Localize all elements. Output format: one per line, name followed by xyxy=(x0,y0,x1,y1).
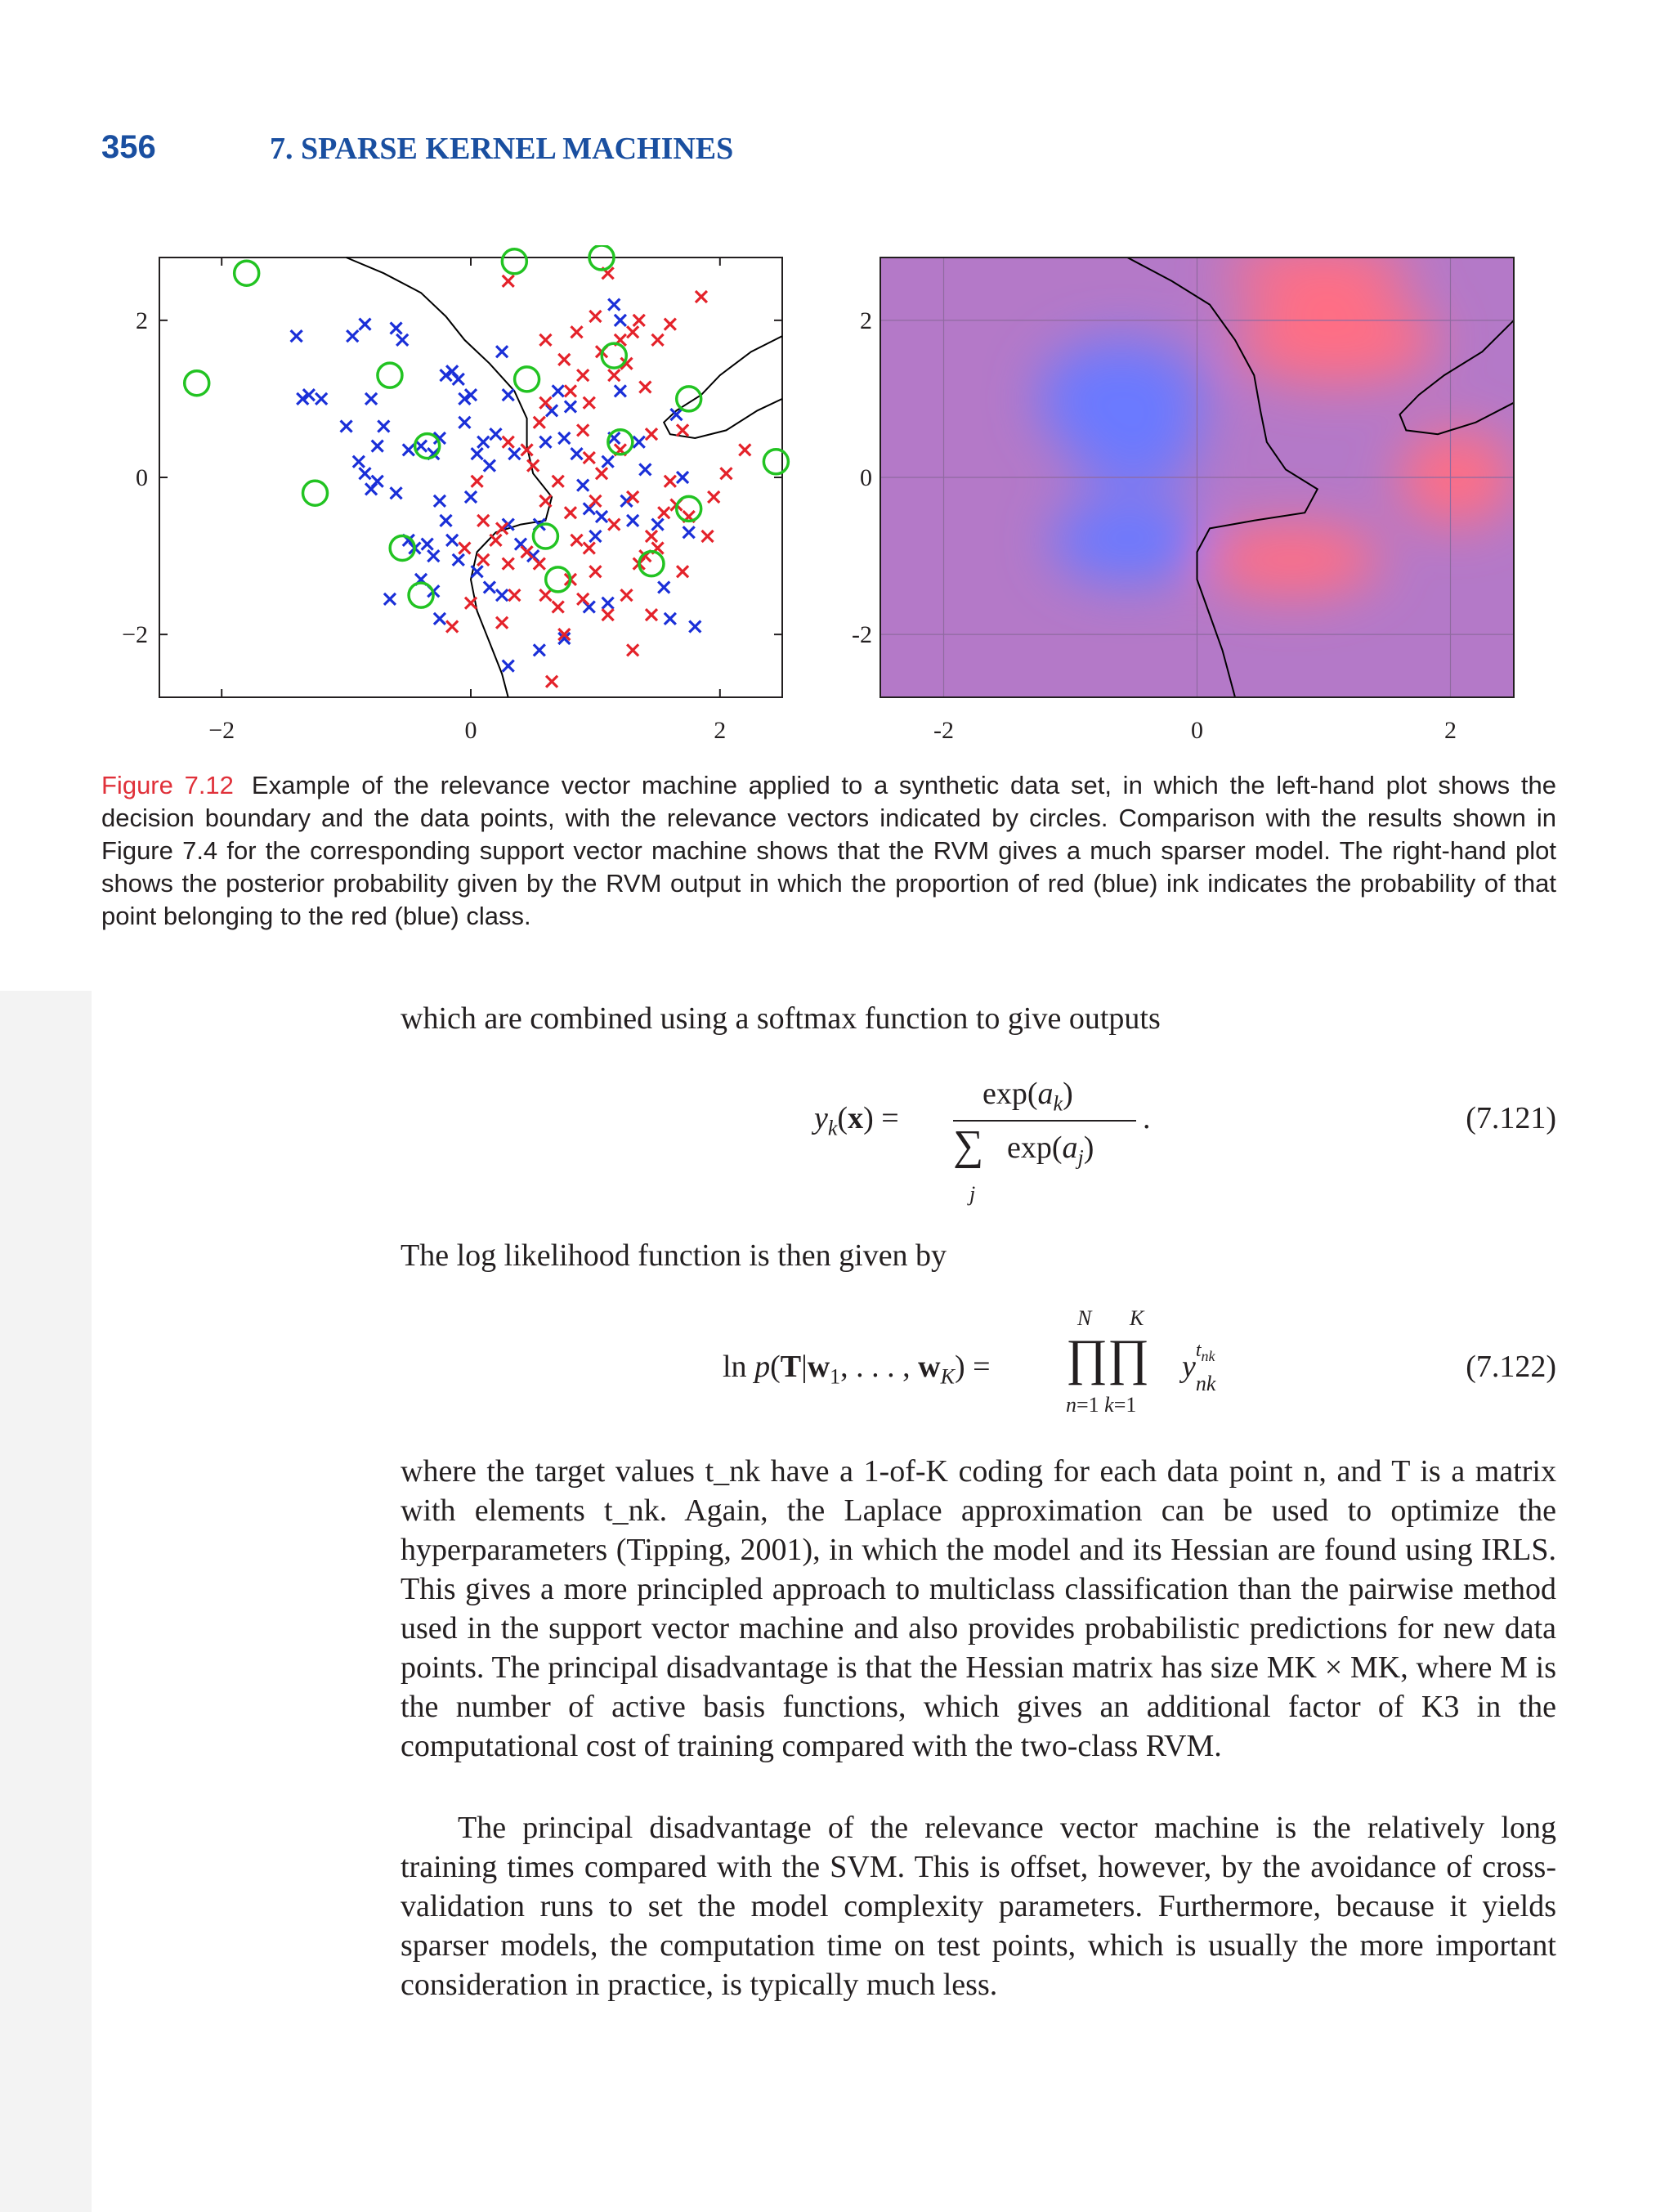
margin-strip xyxy=(0,991,92,2212)
eq122-lhs: $\ln p(T|w_1$, . . . , $w_K$) = xyxy=(723,1350,991,1389)
red-probability-blob xyxy=(1203,525,1381,595)
blue-probability-blob xyxy=(1071,407,1197,486)
caption-text: Example of the relevance vector machine applied to a synthetic data set, in which the left-hand plot shows the decision boundary and the data points, with the relevance vectors indicated by circles. Comparison with the results shown in Figure 7.4 for the corresponding support vector machine shows that the RVM gives a much sparser model. The right-hand plot shows the posterior probability given by the RVM output in which the proportion of red (blue) ink indicates the probability of that point belonging to the red (blue) class. xyxy=(101,771,1556,930)
sum-symbol: ∑ xyxy=(953,1122,984,1169)
x-tick-label: -2 xyxy=(933,717,954,744)
x-tick-label: 2 xyxy=(714,717,727,744)
y-tick-label: 0 xyxy=(136,464,148,491)
intro-text: which are combined using a softmax function to give outputs xyxy=(401,1001,1161,1036)
y-tick-label: −2 xyxy=(122,621,148,649)
paragraph-1 xyxy=(401,1452,1556,1766)
eq122-term: y $t_{nk}$ $_{nk}$ xyxy=(1182,1340,1216,1395)
x-tick-label: 0 xyxy=(1191,717,1203,744)
page-number: 356 xyxy=(101,129,156,165)
y-tick-label: 0 xyxy=(860,464,872,491)
rvm-posterior-probability-plot xyxy=(826,245,1553,760)
blue-probability-blob xyxy=(1051,497,1203,584)
red-probability-blob xyxy=(1223,246,1413,301)
equation-number-121: (7.121) xyxy=(1466,1101,1556,1135)
x-tick-label: 2 xyxy=(1444,717,1457,744)
red-probability-blob xyxy=(1235,297,1438,383)
product-upper-n: N xyxy=(1077,1306,1092,1330)
eq121-numerator: $\exp(a_k)$ xyxy=(982,1077,1073,1116)
product-symbols: ∏∏ xyxy=(1066,1330,1150,1386)
x-tick-label: −2 xyxy=(208,717,235,744)
period: . xyxy=(1143,1101,1151,1135)
equation-number-122: (7.122) xyxy=(1466,1350,1556,1384)
product-upper-k: K xyxy=(1130,1306,1144,1330)
eq121-denominator: $\exp(a_j)$ xyxy=(1007,1131,1094,1170)
sum-index: j xyxy=(969,1182,976,1206)
eq121-lhs: $y_k(x)$ = xyxy=(814,1101,899,1140)
y-tick-label: 2 xyxy=(860,307,872,334)
figure-label: Figure 7.12 xyxy=(101,771,234,799)
para1-text: where the target values t_nk have a 1-of-K coding for each data point n, and T is a matrix with elements t_nk. Again, the Laplace approximation can be used to optimize the hyperparameters (Tipping, 2001), in which the model and its Hessian are found using IRLS. This gives a more principled approach to multiclass classification than the pairwise method used in the support vector machine and also provides probabilistic predictions for new data points. The principal disadvantage is that the Hessian matrix has size MK × MK, where M is the number of active basis functions, which gives an additional factor of K3 in the computational cost of training compared with the two-class RVM. xyxy=(401,1454,1556,1763)
x-tick-label: 0 xyxy=(464,717,477,744)
paragraph-2: The principal disadvantage of the relevance vector machine is the relatively long training times compared with the SVM. This is offset, however, by the avoidance of cross-validation runs to set the model complexity parameters. Furthermore, because it yields sparser models, the computation time on test points, which is usually the more important consideration in practice, is typically much less. xyxy=(401,1811,1556,2002)
y-tick-label: -2 xyxy=(852,621,872,649)
product-lower: n=1 k=1 xyxy=(1066,1393,1137,1417)
rvm-decision-boundary-plot xyxy=(106,245,809,760)
y-tick-label: 2 xyxy=(136,307,148,334)
log-likelihood-intro: The log likelihood function is then given by xyxy=(401,1238,947,1273)
chapter-title: 7. SPARSE KERNEL MACHINES xyxy=(270,132,734,166)
figure-caption xyxy=(101,769,1556,933)
